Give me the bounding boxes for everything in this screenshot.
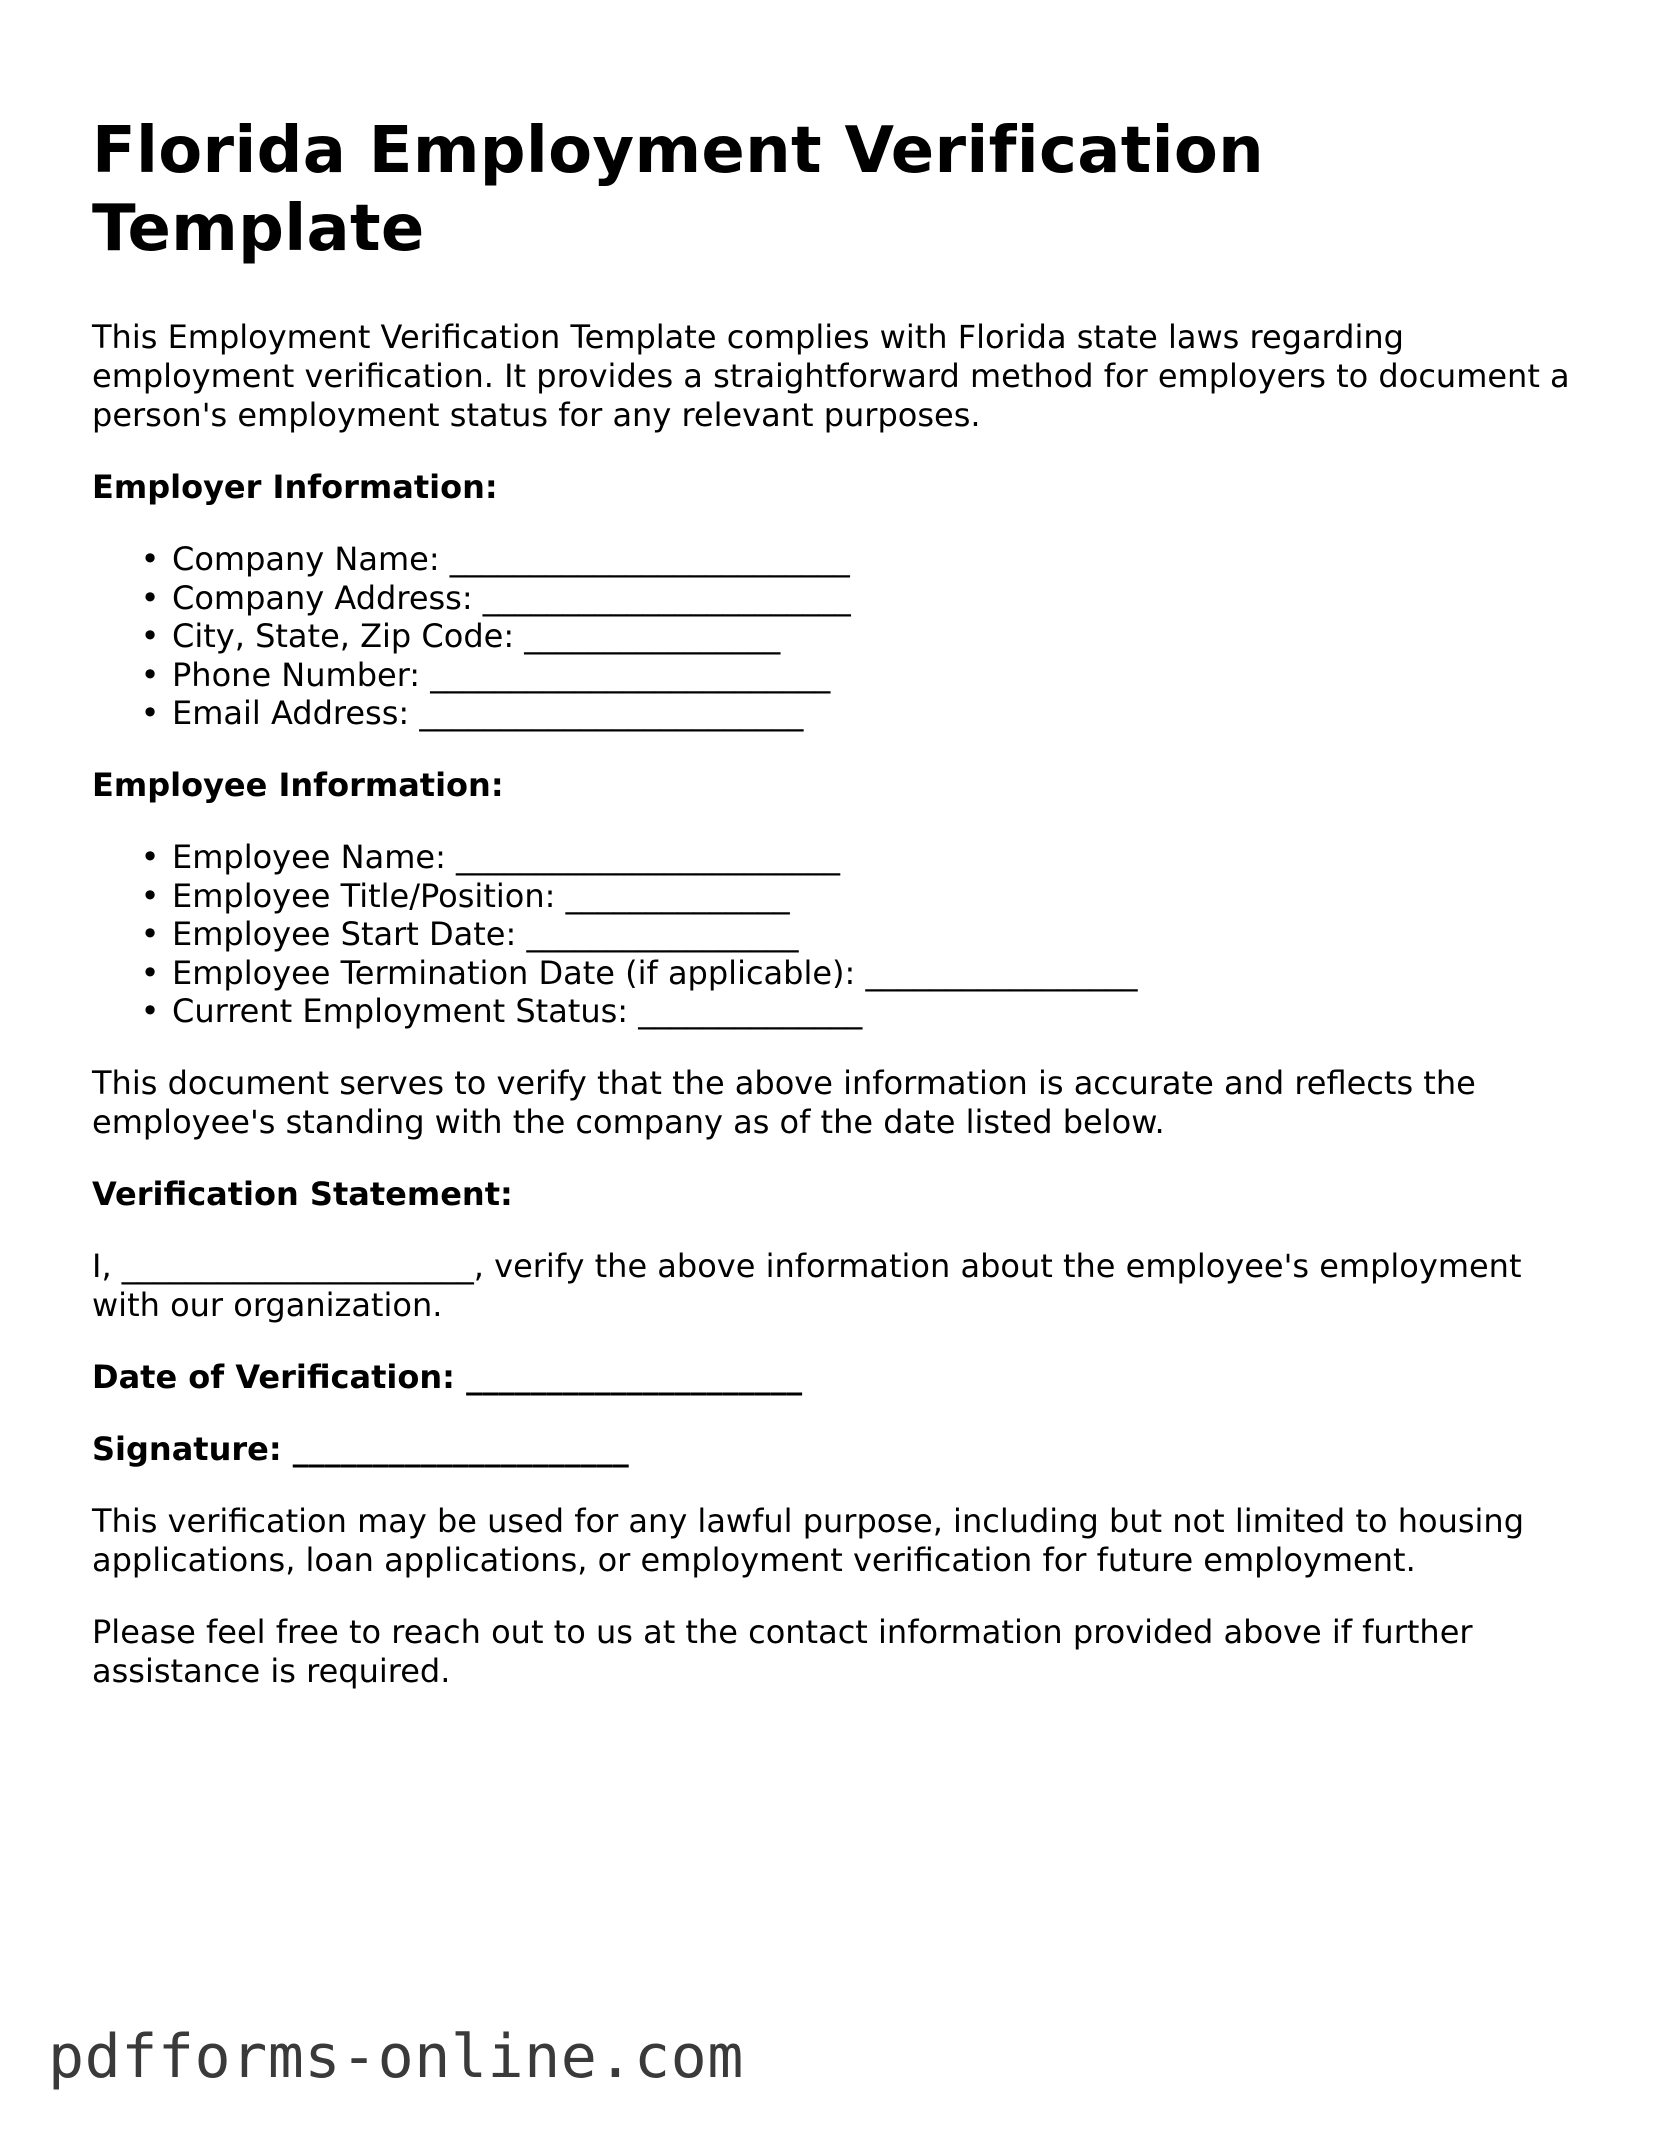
employer-email-address: • Email Address: ________________________	[140, 694, 804, 733]
verification-heading: Verification Statement:	[92, 1174, 513, 1213]
bullet-icon: •	[140, 837, 160, 876]
contact-paragraph: Please feel free to reach out to us at the contact information provided above if further assistance is required.	[92, 1612, 1473, 1690]
employee-current-status: • Current Employment Status: ______________	[140, 992, 863, 1031]
verification-statement: I, ______________________, verify the above information about the employee's employment with our organization.	[92, 1246, 1522, 1324]
employee-termination-date: • Employee Termination Date (if applicable): _________________	[140, 953, 1138, 992]
document-page	[92, 112, 1572, 1691]
bullet-icon: •	[140, 617, 160, 656]
bullet-icon: •	[140, 915, 160, 954]
bullet-icon: •	[140, 992, 160, 1031]
employee-title-position: • Employee Title/Position: ______________	[140, 876, 790, 915]
lawful-purpose-paragraph: This verification may be used for any lawful purpose, including but not limited to housing applications, loan applications, or employment verification for future employment.	[92, 1501, 1524, 1579]
watermark-logo: pdfforms-online.com	[48, 2022, 744, 2092]
employer-heading: Employer Information:	[92, 468, 498, 506]
document-title: Florida Employment Verification Template	[92, 114, 1264, 266]
employer-company-name: • Company Name: _________________________	[140, 540, 850, 578]
intro-paragraph: This Employment Verification Template complies with Florida state laws regarding employment verification. It provides a straightforward method for employers to document a person's employment status for any relevant purposes.	[92, 318, 1570, 434]
verify-paragraph: This document serves to verify that the above information is accurate and reflects the employee's standing with the company as of the date listed below.	[92, 1063, 1476, 1141]
employee-start-date: • Employee Start Date: _________________	[140, 915, 799, 954]
employer-company-address: • Company Address: _______________________	[140, 578, 851, 617]
bullet-icon: •	[140, 540, 160, 578]
employer-phone-number: • Phone Number: _________________________	[140, 655, 831, 694]
employee-list	[92, 838, 1572, 1031]
bullet-icon: •	[140, 655, 160, 694]
bullet-icon: •	[140, 578, 160, 617]
bullet-icon: •	[140, 694, 160, 733]
employee-heading: Employee Information:	[92, 765, 504, 804]
bullet-icon: •	[140, 876, 160, 915]
signature-line: Signature: _____________________	[92, 1429, 629, 1468]
employer-list	[92, 540, 1572, 733]
date-of-verification-line: Date of Verification: _____________________	[92, 1357, 803, 1396]
employee-name: • Employee Name: ________________________	[140, 837, 841, 876]
bullet-icon: •	[140, 953, 160, 992]
employer-city-state-zip: • City, State, Zip Code: ________________	[140, 617, 781, 656]
